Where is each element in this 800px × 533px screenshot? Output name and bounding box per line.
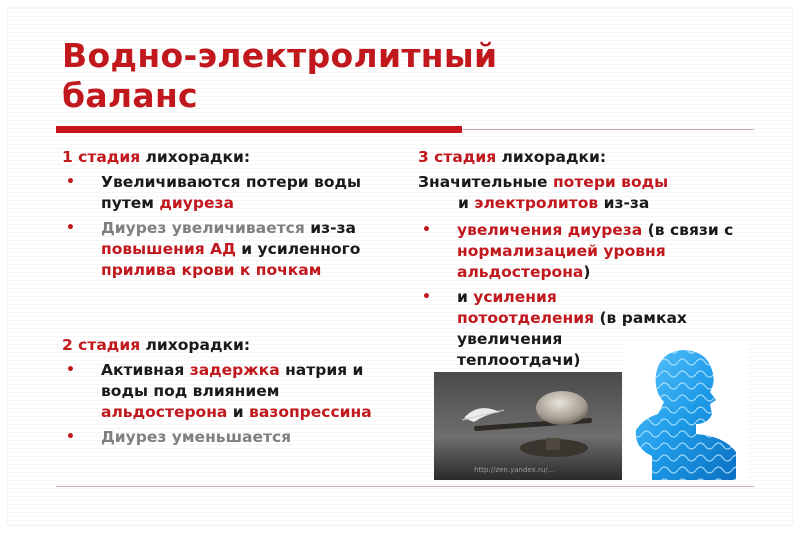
stones-caption: http://zen.yandex.ru/... bbox=[474, 466, 555, 474]
highlight-span: диуреза bbox=[159, 194, 234, 212]
highlight-span: увеличения диуреза bbox=[457, 221, 643, 239]
bullet-icon: • bbox=[422, 222, 431, 238]
stage1-list bbox=[62, 172, 392, 285]
balance-stones-image bbox=[434, 372, 622, 480]
bullet-icon: • bbox=[66, 220, 75, 236]
text-span: ) bbox=[583, 263, 591, 281]
stones-illustration bbox=[434, 372, 622, 480]
grey-span: Диурез уменьшается bbox=[101, 428, 292, 446]
stage2-item-1 bbox=[62, 360, 402, 423]
stage1-item-1 bbox=[62, 172, 392, 214]
highlight-span: усиления потоотделения bbox=[457, 288, 595, 327]
water-silhouette-illustration bbox=[624, 344, 748, 480]
bullet-icon: • bbox=[66, 174, 75, 190]
text-span: (в рамках увеличения теплоотдачи) bbox=[457, 309, 687, 369]
text-span: натрия и воды под влиянием bbox=[101, 361, 364, 400]
stage1-item-2 bbox=[62, 218, 392, 281]
stage2-heading-num: 2 стадия bbox=[62, 336, 141, 354]
stage3-item-1 bbox=[418, 220, 748, 283]
bullet-icon: • bbox=[422, 289, 431, 305]
highlight-span: электролитов bbox=[474, 194, 599, 212]
bullet-icon: • bbox=[66, 362, 75, 378]
text-span: (в связи с bbox=[642, 221, 734, 239]
stage1-heading bbox=[62, 147, 250, 168]
slide-title bbox=[62, 36, 497, 116]
highlight-span: нормализацией уровня альдостерона bbox=[457, 242, 666, 281]
stage3-intro bbox=[418, 172, 758, 214]
text-span: и bbox=[227, 403, 250, 421]
text-span: и bbox=[458, 194, 475, 212]
highlight-span: задержка bbox=[189, 361, 280, 379]
text-span: Увеличиваются потери воды путем bbox=[101, 173, 362, 212]
text-span: и bbox=[457, 288, 474, 306]
text-span: и усиленного bbox=[235, 240, 361, 258]
stage2-list bbox=[62, 360, 402, 452]
stage3-heading-num: 3 стадия bbox=[418, 148, 497, 166]
title-underline-thin bbox=[462, 129, 754, 130]
stage2-item-2 bbox=[62, 427, 402, 448]
text-span: из-за bbox=[304, 219, 356, 237]
highlight-span: альдостерона bbox=[101, 403, 228, 421]
text-span: Активная bbox=[101, 361, 190, 379]
grey-span: Диурез увеличивается bbox=[101, 219, 305, 237]
title-line-2: баланс bbox=[62, 76, 198, 115]
stage3-heading-rest: лихорадки: bbox=[496, 148, 607, 166]
footer-line bbox=[56, 486, 754, 487]
stage3-heading bbox=[418, 147, 606, 168]
highlight-span: повышения АД bbox=[101, 240, 236, 258]
highlight-span: вазопрессина bbox=[249, 403, 372, 421]
bullet-icon: • bbox=[66, 429, 75, 445]
stage1-heading-rest: лихорадки: bbox=[140, 148, 251, 166]
text-span: Значительные bbox=[418, 173, 553, 191]
stage2-heading bbox=[62, 335, 250, 356]
title-underline-bar bbox=[56, 126, 462, 133]
highlight-span: прилива крови к почкам bbox=[101, 261, 322, 279]
stage2-heading-rest: лихорадки: bbox=[140, 336, 251, 354]
highlight-span: потери воды bbox=[552, 173, 669, 191]
water-silhouette-image bbox=[624, 344, 748, 480]
text-span: из-за bbox=[598, 194, 650, 212]
stage1-heading-num: 1 стадия bbox=[62, 148, 141, 166]
title-line-1: Водно-электролитный bbox=[62, 36, 498, 75]
